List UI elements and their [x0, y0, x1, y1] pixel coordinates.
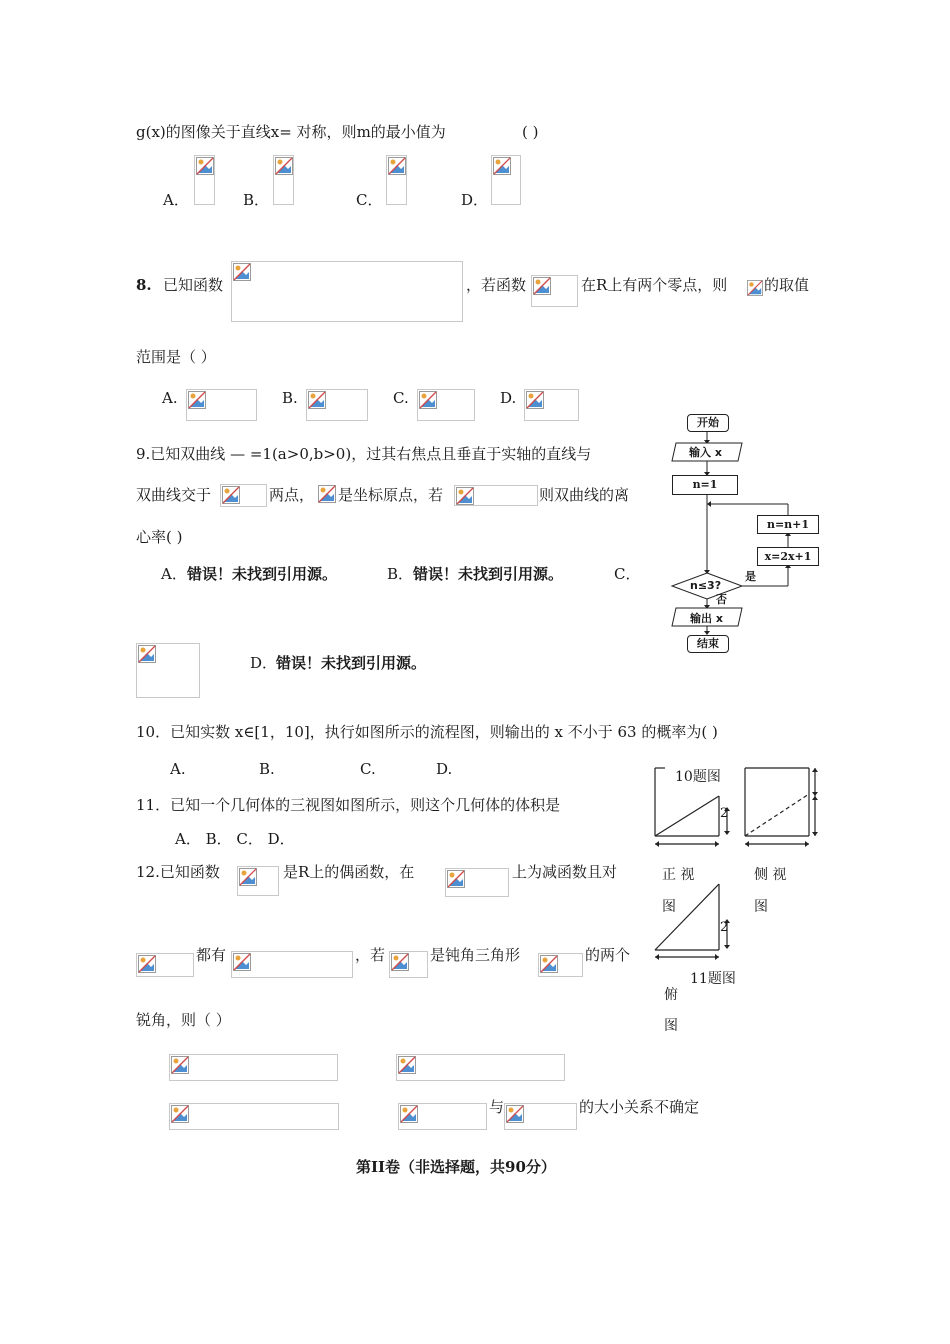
q12-text-9: 与: [489, 1098, 505, 1116]
formula-image: [491, 155, 521, 205]
q9-text-2: 双曲线交于: [136, 486, 212, 504]
q9-text-6: 心率( ): [136, 528, 183, 546]
broken-image-icon: [533, 277, 551, 295]
q9-opt-d: D．: [250, 654, 278, 672]
formula-image: [231, 261, 463, 322]
q9-opt-b: B．: [387, 565, 414, 583]
formula-image: [194, 155, 215, 205]
fig10-label: 10题图: [675, 769, 721, 785]
broken-image-icon: [318, 485, 336, 503]
flowchart-output: 输出 x: [690, 612, 723, 625]
top-dim-label: 2: [720, 920, 729, 935]
broken-image-icon: [526, 391, 544, 409]
broken-image-icon: [188, 391, 206, 409]
broken-image-icon: [138, 645, 156, 663]
formula-image: [747, 280, 764, 297]
formula-image: [306, 389, 368, 421]
flowchart-step-n: n=n+1: [757, 515, 819, 534]
formula-image: [231, 951, 353, 978]
flowchart-input: 输入 x: [689, 446, 722, 459]
q8-text-5: 范围是（ ）: [136, 348, 216, 366]
q12-text-5: ，若: [355, 946, 386, 964]
q12-text-4: 都有: [196, 946, 227, 964]
q9-opt-c: C．: [614, 565, 641, 583]
broken-image-icon: [506, 1105, 524, 1123]
q9-text-4: 是坐标原点，若: [338, 486, 444, 504]
q10-stem: 10．已知实数 x∈[1，10]，执行如图所示的流程图，则输出的 x 不小于 63 的概率为( ): [136, 723, 718, 741]
q7-stem: g(x)的图像关于直线x= 对称，则m的最小值为: [136, 123, 446, 141]
broken-image-icon: [171, 1056, 189, 1074]
q8-num: 8.: [136, 276, 152, 294]
q11-stem: 11．已知一个几何体的三视图如图所示，则这个几何体的体积是: [136, 796, 561, 814]
q9-text-1: 9.已知双曲线 — =1(a>0,b>0)，过其右焦点且垂直于实轴的直线与: [136, 445, 592, 463]
side-view-label: 侧 视: [754, 867, 787, 883]
section-heading: 第II卷（非选择题，共90分）: [356, 1158, 556, 1176]
broken-image-icon: [400, 1105, 418, 1123]
q9-opt-b-error: 错误！未找到引用源。: [413, 565, 564, 583]
q12-text-7: 的两个: [585, 946, 631, 964]
q9-opt-a-error: 错误！未找到引用源。: [187, 565, 338, 583]
q12-text-1: 12.已知函数: [136, 863, 220, 881]
formula-image: [220, 484, 267, 507]
broken-image-icon: [388, 157, 406, 175]
formula-image: [169, 1103, 339, 1130]
q8-text-2: ，若函数: [466, 276, 527, 294]
formula-image: [417, 389, 475, 421]
broken-image-icon: [171, 1105, 189, 1123]
front-view-label: 正 视: [662, 867, 695, 883]
q12-text-6: 是钝角三角形: [430, 946, 521, 964]
q7-paren: ( ): [522, 123, 539, 141]
formula-image: [454, 485, 538, 506]
front-view-label-2: 图: [662, 899, 676, 915]
q8-opt-a: A.: [162, 389, 178, 407]
q8-text-3: 在R上有两个零点，则: [581, 276, 728, 294]
broken-image-icon: [419, 391, 437, 409]
flowchart-yes: 是: [745, 570, 756, 583]
formula-image: [389, 951, 428, 978]
q8-text-4: 的取值: [764, 276, 810, 294]
q7-opt-a: A．: [163, 191, 189, 209]
q9-opt-a: A．: [161, 565, 187, 583]
broken-image-icon: [747, 280, 763, 296]
broken-image-icon: [222, 486, 240, 504]
broken-image-icon: [493, 157, 511, 175]
formula-image: [524, 389, 579, 421]
broken-image-icon: [308, 391, 326, 409]
q10-opt-c: C.: [360, 760, 376, 778]
q11-opts: A． B． C． D．: [175, 830, 295, 848]
broken-image-icon: [138, 955, 156, 973]
formula-image: [531, 275, 578, 307]
formula-image: [169, 1054, 338, 1081]
q8-opt-c: C.: [393, 389, 409, 407]
q8-text-1: 已知函数: [163, 276, 224, 294]
broken-image-icon: [391, 953, 409, 971]
formula-image: [538, 953, 583, 977]
flowchart-end: 结束: [687, 635, 729, 653]
flowchart-step-x: x=2x+1: [757, 547, 819, 566]
broken-image-icon: [233, 953, 251, 971]
front-dim-label: 2: [720, 806, 729, 821]
q12-text-2: 是R上的偶函数，在: [283, 863, 415, 881]
formula-image: [237, 866, 279, 896]
formula-image: [396, 1054, 565, 1081]
flowchart-condition: n≤3?: [690, 579, 722, 592]
broken-image-icon: [275, 157, 293, 175]
formula-image: [136, 643, 200, 698]
formula-image: [504, 1103, 577, 1130]
formula-image: [386, 155, 407, 205]
q7-opt-d: D．: [461, 191, 489, 209]
fig11-label: 11题图: [690, 971, 736, 987]
top-view-label: 俯: [664, 987, 678, 1003]
broken-image-icon: [239, 868, 257, 886]
flowchart-start: 开始: [687, 414, 729, 432]
q7-opt-b: B．: [243, 191, 270, 209]
flowchart-no: 否: [716, 593, 727, 606]
q9-opt-d-error: 错误！未找到引用源。: [276, 654, 427, 672]
formula-image: [186, 389, 257, 421]
broken-image-icon: [398, 1056, 416, 1074]
top-view-label-2: 图: [664, 1018, 678, 1034]
q12-text-8: 锐角，则（ ）: [136, 1011, 231, 1029]
broken-image-icon: [447, 870, 465, 888]
q9-text-3: 两点，: [269, 486, 315, 504]
q10-opt-a: A.: [170, 760, 186, 778]
q10-opt-b: B.: [259, 760, 275, 778]
q10-opt-d: D.: [436, 760, 453, 778]
q8-opt-b: B.: [282, 389, 298, 407]
q8-opt-d: D.: [500, 389, 517, 407]
q9-text-5: 则双曲线的离: [539, 486, 630, 504]
q12-text-3: 上为减函数且对: [512, 863, 618, 881]
formula-image: [273, 155, 294, 205]
q12-text-10: 的大小关系不确定: [579, 1098, 700, 1116]
broken-image-icon: [456, 487, 474, 505]
flowchart-init: n=1: [672, 475, 738, 495]
formula-image: [398, 1103, 487, 1130]
formula-image: [136, 953, 194, 977]
broken-image-icon: [540, 955, 558, 973]
formula-image: [445, 868, 509, 897]
q7-opt-c: C．: [356, 191, 383, 209]
side-view-label-2: 图: [754, 899, 768, 915]
formula-image: [318, 484, 337, 505]
broken-image-icon: [196, 157, 214, 175]
broken-image-icon: [233, 263, 251, 281]
